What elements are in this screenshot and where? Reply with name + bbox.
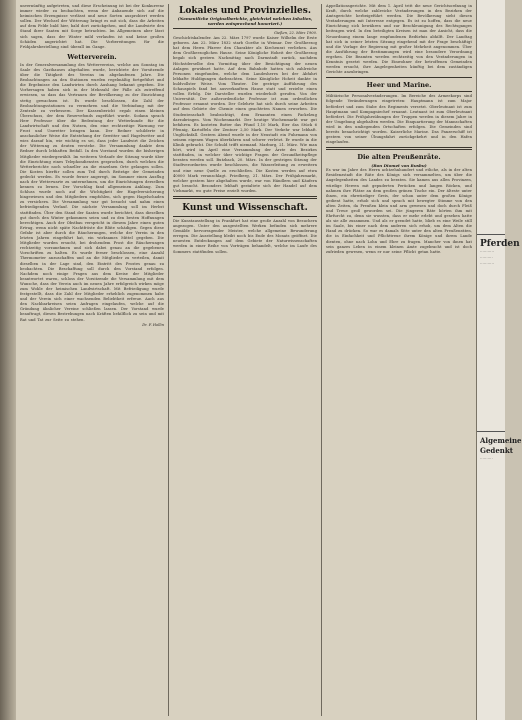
column-left [20,4,164,716]
adjacent-page-edge [476,0,522,720]
dateline: Gießen, 22. März 1900. [274,31,317,35]
edge-divider [477,234,505,235]
edge-spacer [477,267,505,427]
text-block: Die Kunstausstellung in Frankfurt hat eine große Anzahl von Besuchern angezogen. Unter den ausgestellten Werken befinden sich mehrere Gemälde hervorragender Meister, welche allgemeine Bewunderung erregen. Die Ausstellung bleibt noch bis Ende des Monats geöffnet. Die neuesten Entdeckungen auf dem Gebiete der Naturwissenschaften werden in einer Reihe von Vorträgen behandelt, welche im Laufe des Sommers stattfinden sollen. [173,219,317,254]
text-block: Appellationsgerichte. Mit dem 1. April tritt die neue Gerichtsordnung in Kraft, durch welche zahlreiche Veränderungen in den Bezirken der Amtsgerichte herbeigeführt werden. Die Bevölkerung sieht diesen Veränderungen mit Interesse entgegen. Es ist zu hoffen, dass die neue Einrichtung sich bewähren und zur Beschleunigung des Rechtsganges beitragen wird. In den beteiligten Kreisen ist man der Ansicht, dass die Neuordnung einem lange empfundenen Bedürfnis abhilft. Der Landtag hat sich in seiner letzten Sitzung eingehend mit der Frage beschäftigt und die Vorlage der Regierung mit großer Mehrheit angenommen. Über die Ausführung der Bestimmungen wird eine besondere Verordnung ergehen. Die Beamten werden rechtzeitig von den Veränderungen in Kenntnis gesetzt werden. Die Einwohner der betroffenen Gemeinden werden ersucht, ihre Angelegenheiten künftig bei dem zuständigen Gerichte anzubringen. [326,4,472,75]
newspaper-page [16,0,476,720]
divider [173,28,317,29]
edge-heading-3: Gedenkt [480,446,513,455]
text-block: Geschichtskalender. Am 22. März 1797 wurde Kaiser Wilhelm der Erste geboren. Am 22. März 1832 starb Goethe in Weimar. Der Großherzog hat dem Herrn Pfarrer den Charakter als Kirchenrat verliehen. Aus dem Großherzoglichen Hause. Seine Königliche Hoheit der Großherzog begab sich gestern Nachmittag nach Darmstadt zurück, nachdem Höchstderselbe den Vormittag über der Besichtigung der neuen Anlagen gewidmet hatte. Auf dem Bahnhofe hatten sich zahlreiche Personen eingefunden, welche dem Landesherrn bei der Abfahrt lebhafte Huldigungen darbrachten. Seine Königliche Hoheit dankte in huldvollster Weise. Vom Theater. Die gestrige Aufführung des Schauspiels fand bei ausverkauftem Hause statt und erzielte einen vollen Erfolg. Die Darsteller wurden wiederholt gerufen. Von der Universität. Der außerordentliche Professor ist zum ordentlichen Professor ernannt worden. Der Gelehrte hat sich durch seine Arbeiten auf dem Gebiete der Chemie einen geachteten Namen erworben. Die Studentenschaft beabsichtigt, dem Ernannten einen Fackelzug darzubringen. Vom Wochenmarkt. Der heutige Wochenmarkt war gut befahren. Es kosteten Butter das Pfund 1,10 Mark, Eier das Stück 6 Pfennig, Kartoffeln der Zentner 2,50 Mark. Der Verkehr war lebhaft. Unglücksfall. Gestern Abend wurde in der Neustadt ein Fuhrmann von seinem eigenen Wagen überfahren und schwer verletzt. Er wurde in die Klinik gebracht. Die Schuld trifft niemand. Marburg, 21. März. Wie man hört, wird im April eine Versammlung der Ärzte des Bezirkes stattfinden, in welcher über wichtige Fragen der Gesundheitspflege beraten werden soll. Butzbach, 20. März. In der gestrigen Sitzung der Stadtverordneten wurde beschlossen, die Wasserleitung zu erweitern und eine neue Quelle zu erschließen. Die Kosten werden auf etwa 40000 Mark veranschlagt. Friedberg, 21. März. Der Frühjahrsmarkt, welcher gestern hier abgehalten wurde, war von Händlern und Käufern gut besucht. Besonders lebhaft gestaltete sich der Handel auf dem Viehmarkt, wo gute Preise erzielt wurden. [173,36,317,193]
book-spine [0,0,16,720]
column-rule [321,4,322,716]
section-subtitle: (Namentliche Originalberichte, gleichviel welchen Inhaltes, werden entsprechend honoriert.) [177,16,313,26]
edge-heading-2: Algemeine [480,436,522,445]
text-block: Militärische Personalveränderungen. Im Bereiche des Armeekorps sind folgende Veränderungen eingetreten: Hauptmann ist zum Major befördert und zum Stabe des Regiments versetzt. Oberleutnant ist zum Hauptmann und Kompagniechef ernannt. Leutnant ist zum Oberleutnant befördert. Die Frühjahrsübungen der Truppen werden in diesem Jahre in der Umgebung abgehalten werden. Die Einquartierung der Mannschaften wird in den umliegenden Ortschaften erfolgen. Die Gemeinden sind bereits benachrichtigt worden. Kaiserliche Marine. Das Panzerschiff ist gestern von seiner Übungsfahrt zurückgekehrt und in den Hafen eingelaufen. [326,94,472,145]
divider [173,216,317,217]
text-block: Es war im Jahre des Herrn achtzehnhundert und etliche, als in der alten Residenzstadt die Räte des Königs sich versammelten, um über die Angelegenheiten des Landes zu beraten. Sie kamen aus allen Provinzen, würdige Herren mit gepuderten Perücken und langen Röcken, und nahmen ihre Plätze an dem großen grünen Tische ein. Der älteste unter ihnen, ein ehrwürdiger Greis, der schon unter dem großen Könige gedient hatte, erhob sich und sprach mit bewegter Stimme von den alten Zeiten, da Preußen klein und arm gewesen und doch durch Fleiß und Treue groß geworden sei. Die jüngeren Räte hörten ihm mit Ehrfurcht zu, denn sie wussten, dass er mehr erlebt und gesehen hatte als sie alle zusammen. Und als er geendet hatte, blieb es eine Weile still im Saale, bis einer nach dem anderen sich erhob, um dem Alten die Hand zu drücken. So war es damals Sitte unter den alten Preußenräten, die in Einfachheit und Pflichttreue ihrem Könige und ihrem Lande dienten, ohne nach Lohn und Ehre zu fragen. Mancher von ihnen hat sein ganzes Leben in einem kleinen Amte zugebracht und ist doch zufrieden gewesen, wenn er nur seine Pflicht getan hatte. [326,168,472,254]
edge-text: ·········· [480,255,493,260]
heading-heer-marine: Heer und Marine. [366,81,432,90]
heading-wetterverein: Wetterverein. [67,52,117,61]
text-block: unvernünftig aufgetreten, und diese Erscheinung ist bei der Konkurrenz immer wieder zu beobachten, wenn der Anbauende sich auf die heimischen Erzeugnisse verlässt und neue Sorten ausprobiert werden sollen. Der Wechsel der Witterung bringt es mit sich, dass die Arbeiten auf dem Felde bald hier, bald dort zurückgehen, und die Landwirte den Stand ihrer Saaten mit Sorge betrachten. Im Allgemeinen aber lässt sich sagen, dass der Winter mild verlaufen ist und keine großen Schäden angerichtet hat. Die Vorbereitungen für die Frühjahrsbestellung sind überall im Gange. [20,4,164,49]
divider-double [326,147,472,150]
divider [326,91,472,92]
column-rule [168,4,169,716]
edge-spacer [477,0,505,230]
column-middle [173,4,317,716]
divider [326,77,472,78]
edge-text: ··········· [480,261,494,266]
section-title-kunst: Kunst und Wissenschaft. [182,203,308,213]
column-right [326,4,472,716]
edge-text: ·········· [480,456,493,461]
edge-heading-1: Pferden [480,239,520,249]
divider-double [173,196,317,199]
section-title-lokales: Lokales und Provinzielles. [179,6,311,16]
edge-divider [477,431,505,432]
text-block: In der Generalversammlung des Wettervereins, welche am Sonntag im Saale des Gasthauses abgehalten wurde, berichtete der Vorsitzende über die Tätigkeit des Vereins im abgelaufenen Jahre. Die Beobachtungen an den Stationen wurden regelmäßig fortgeführt und die Ergebnisse den Landwirten durch Aushang bekannt gegeben. Die Vorhersagen haben sich in der Mehrzahl der Fälle als zutreffend erwiesen, so dass das Vertrauen der Bevölkerung zu der Einrichtung stetig gewachsen ist. Es wurde beschlossen, die Zahl der Beobachtungsstationen zu vermehren und die Verbindung mit der Zentrale zu verbessern. Der Kassenbericht ergab einen kleinen Überschuss, der dem Reservefonds zugeführt wurde. Sodann sprach Herr Professor über die Bedeutung der Wetterkunde für die Landwirtschaft und den Nutzen, den eine rechtzeitige Warnung vor Frost und Unwetter bringen kann. Der Redner schilderte in anschaulicher Weise die Entstehung der Gewitter und Hagelwetter und wies darauf hin, wie wichtig es sei, dass jeder Landwirt die Zeichen der Witterung zu deuten verstehe. Die Versammlung dankte dem Redner durch lebhaften Beifall. In den Vorstand wurden die bisherigen Mitglieder wiedergewählt. Im weiteren Verlaufe der Sitzung wurde über die Einrichtung eines Telephondienstes gesprochen, durch welchen die Wetterberichte noch schneller an die einzelnen Orte gelangen sollen. Die Kosten hierfür sollen zum Teil durch Beiträge der Gemeinden gedeckt werden. Es wurde ferner angeregt, im Sommer einen Ausflug nach der Wetterwarte zu unternehmen, um die Einrichtungen derselben kennen zu lernen. Der Vorschlag fand allgemeinen Anklang. Zum Schluss wurde noch auf die Wichtigkeit der Hagelversicherung hingewiesen und den Mitgliedern empfohlen, sich gegen Hagelschaden zu versichern. Die Versammlung war gut besucht und nahm einen befriedigenden Verlauf. Die nächste Versammlung soll im Herbst stattfinden. Über den Stand der Saaten wurde berichtet, dass dieselben gut durch den Winter gekommen seien und zu den besten Hoffnungen berechtigen. Auch der Obstbau verspricht in diesem Jahre einen guten Ertrag, wenn nicht späte Nachtfröste die Blüte schädigen. Gegen diese Gefahr ist aber durch die Räucherungen, welche der Verein in den letzten Jahren eingeführt hat, ein wirksames Mittel gegeben. Die Mitglieder wurden ersucht, bei drohendem Frost die Räucherungen rechtzeitig vorzunehmen und sich dabei genau an die gegebenen Vorschriften zu halten. Es wurde ferner beschlossen, eine Anzahl Thermometer anzuschaffen und an die Mitglieder zu verteilen, damit dieselben in der Lage sind, den Eintritt des Frostes genau zu beobachten. Die Beschaffung soll durch den Vorstand erfolgen. Nachdem noch einige Fragen aus dem Kreise der Mitglieder beantwortet waren, schloss der Vorsitzende die Versammlung mit dem Wunsche, dass der Verein auch im neuen Jahre erfolgreich wirken möge zum Wohle der heimischen Landwirtschaft. Mit Befriedigung wurde festgestellt, dass die Zahl der Mitglieder erheblich zugenommen habe und der Verein sich einer wachsenden Beliebtheit erfreue. Auch aus den Nachbarkreisen seien Anfragen eingelaufen, welche auf die Gründung ähnlicher Vereine schließen lassen. Der Vorstand wurde beauftragt, diesen Bestrebungen nach Kräften behilflich zu sein und mit Rat und Tat zur Seite zu stehen. [20,62,164,322]
heading-alte-preussenraete: Die alten Preußenräte. [357,153,441,162]
edge-text: ··········· [480,249,494,254]
signature: Dr. F. Hollin [142,322,164,327]
heading-alte-sub: (Bon Diomet von Rusbu) [371,163,427,169]
